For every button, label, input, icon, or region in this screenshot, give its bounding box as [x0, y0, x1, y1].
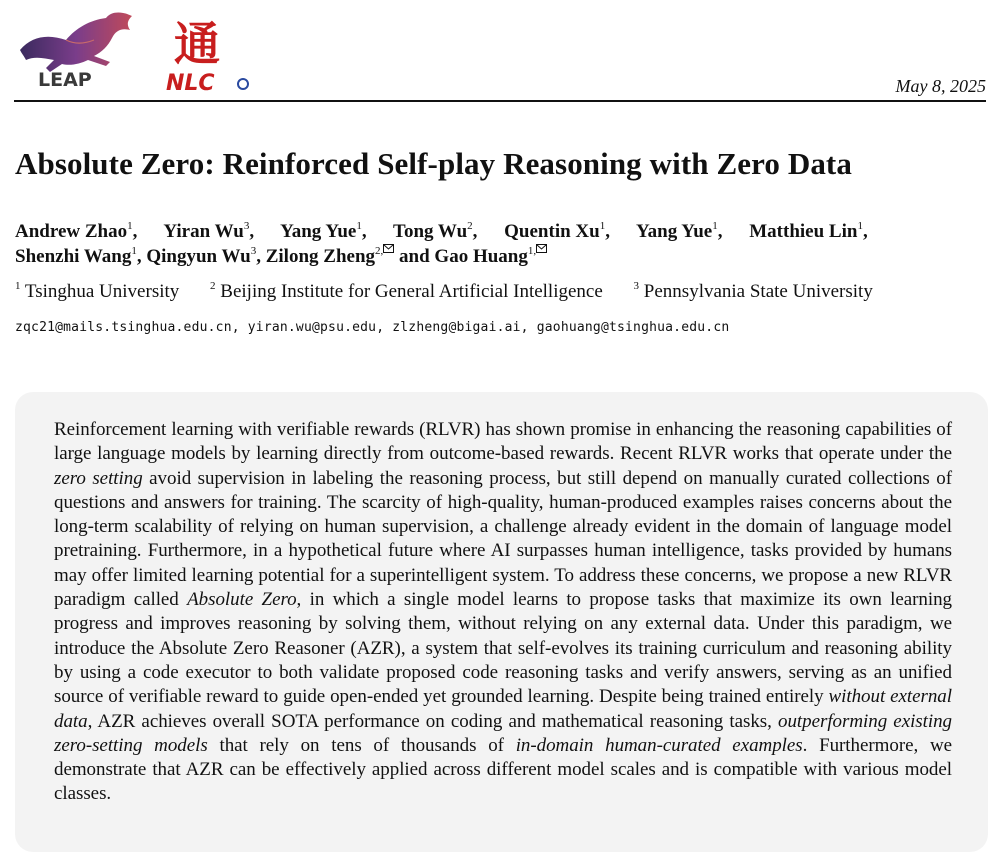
affiliation: $^1$ Tsinghua University — [15, 280, 180, 302]
author: Quentin Xu$^1$, — [504, 220, 610, 242]
author: Shenzhi Wang$^1$, — [15, 245, 142, 267]
author-line-2 — [15, 244, 995, 269]
author: Qingyun Wu$^3$, — [146, 245, 261, 267]
author: Gao Huang$^{1,}$ — [434, 246, 547, 267]
author-line-1 — [15, 219, 995, 244]
author: Yang Yue$^1$, — [636, 220, 723, 242]
affiliation: $^3$ Pennsylvania State University — [633, 280, 873, 302]
abstract-emphasis: in-domain human-curated examples — [515, 734, 803, 756]
header-rule — [14, 100, 986, 102]
abstract-emphasis: Absolute Zero — [187, 589, 297, 611]
and-word: and — [399, 246, 430, 267]
author-list — [15, 219, 995, 269]
author: Zilong Zheng$^{2,}$ — [266, 246, 395, 267]
nlc-logo-icon — [160, 8, 252, 96]
abstract-text: Reinforcement learning with verifiable rewards (RLVR) has shown promise in enhancing the reasoning capabilities of large language models by learning directly from outcome-based rewards. Recent RLVR works that operate under the zero setting avoid supervision in labeling the reasoning process, but still depend on manually curated collections of questions and answers for training. The scarcity of high-quality, human-produced examples raises concerns about the long-term scalability of relying on human supervision, a challenge already evident in the domain of language model pretraining. Furthermore, in a hypothetical future where AI surpasses human intelligence, tasks provided by humans may offer limited learning potential for a superintelligent system. To address these concerns, we propose a new RLVR paradigm called Absolute Zero, in which a single model learns to propose tasks that maximize its own learning progress and improves reasoning by solving them, without relying on any external data. Under this paradigm, we introduce the Absolute Zero Reasoner (AZR), a system that self-evolves its training curriculum and reasoning ability by using a code executor to both validate proposed code reasoning tasks and verify answers, serving as an unified source of verifiable reward to guide open-ended yet grounded learning. Despite being trained entirely without external data, AZR achieves overall SOTA performance on coding and mathematical reasoning tasks, outperforming existing zero-setting models that rely on tens of thousands of in-domain human-curated examples. Furthermore, we demonstrate that AZR can be effectively applied across different model scales and is compatible with various model classes. — [54, 419, 953, 805]
publication-date: May 8, 2025 — [895, 76, 986, 96]
page-header — [0, 0, 995, 105]
affiliation-list — [15, 281, 990, 303]
abstract-emphasis: without external data — [54, 686, 952, 732]
abstract-emphasis: outperforming existing zero-setting models — [54, 710, 953, 756]
envelope-icon — [536, 244, 547, 253]
nlc-logo-glyph: 通 — [174, 17, 220, 71]
author: Yiran Wu$^3$, — [163, 220, 255, 242]
envelope-icon — [383, 244, 394, 253]
affiliation: $^2$ Beijing Institute for General Artificial Intelligence — [210, 280, 603, 302]
author: Matthieu Lin$^1$, — [749, 220, 868, 242]
nlc-logo-text: NLC — [166, 71, 215, 96]
author: Yang Yue$^1$, — [280, 220, 367, 242]
author: Tong Wu$^2$, — [393, 220, 478, 242]
leap-logo-text: LEAP — [38, 69, 92, 90]
leap-horse-logo-icon — [14, 6, 146, 90]
paper-title: Absolute Zero: Reinforced Self-play Reasoning with Zero Data — [15, 146, 852, 181]
author-emails: zqc21@mails.tsinghua.edu.cn, yiran.wu@psu.edu, zlzheng@bigai.ai, gaohuang@tsinghua.edu.cn — [15, 320, 730, 335]
author: Andrew Zhao$^1$, — [15, 220, 138, 242]
abstract-emphasis: zero setting — [54, 467, 143, 489]
